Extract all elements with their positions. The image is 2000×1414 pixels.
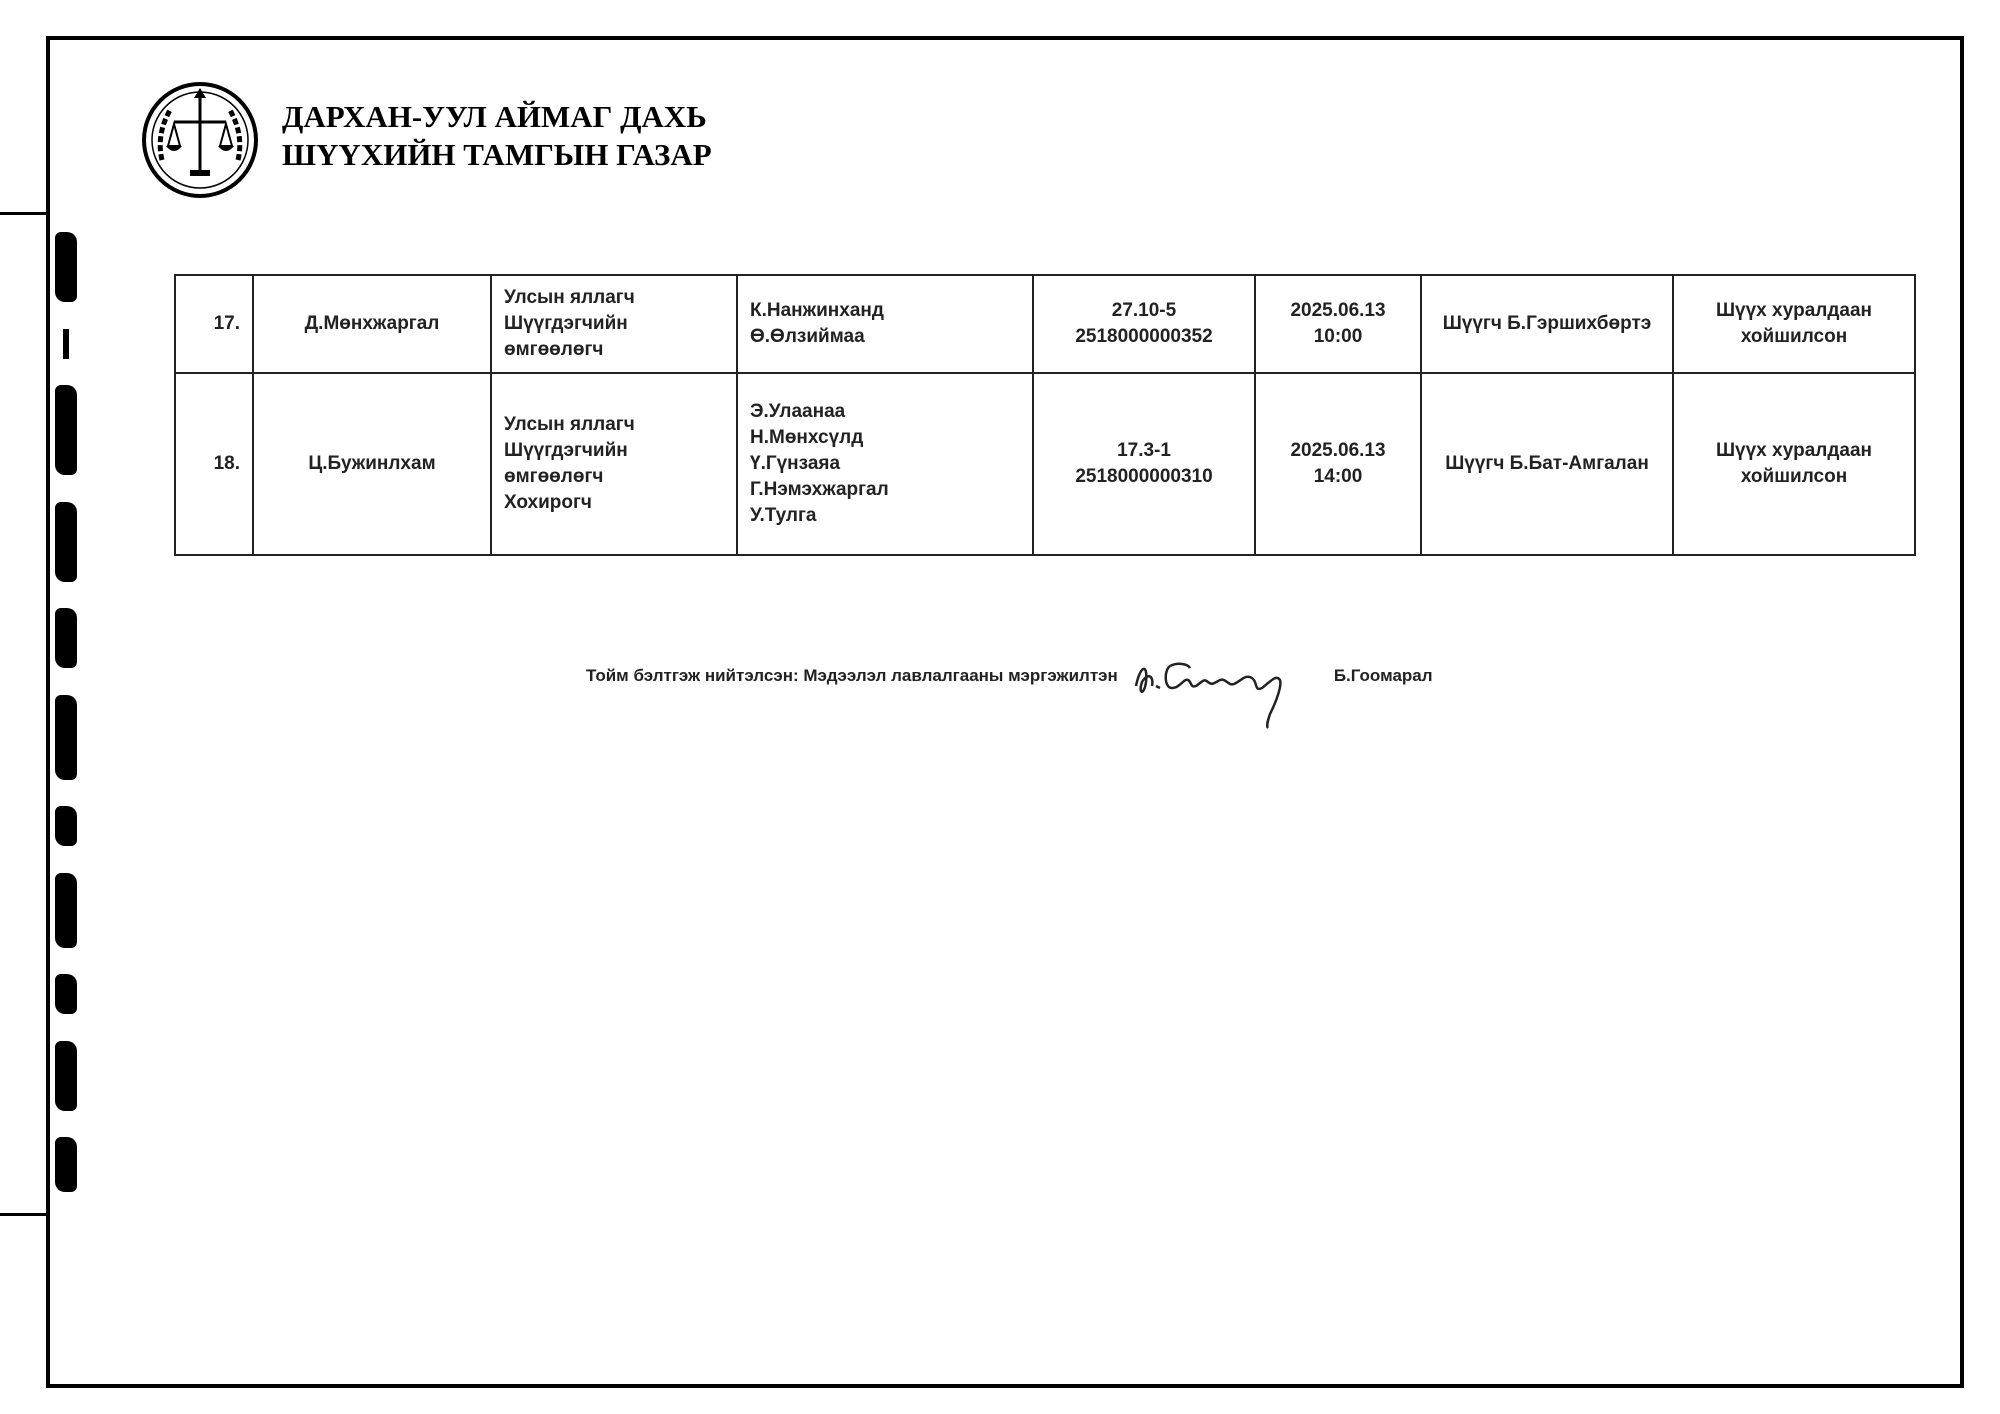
defendant-name: Ц.Бужинлхам: [253, 373, 491, 555]
case-no: 2518000000310: [1075, 466, 1213, 487]
article: 17.3-1: [1117, 440, 1171, 461]
status-line: хойшилсон: [1740, 326, 1848, 347]
defendant-name: Д.Мөнхжаргал: [253, 275, 491, 373]
article: 27.10-5: [1111, 300, 1177, 321]
role: Улсын яллагч: [504, 287, 635, 308]
participant: Г.Нэмэхжаргал: [750, 479, 889, 500]
hearing-time: 14:00: [1313, 466, 1363, 487]
role: Улсын яллагч: [504, 414, 635, 435]
participant: Ө.Өлзиймаа: [750, 326, 865, 347]
roles-cell: [491, 275, 737, 373]
judge: Шүүгч Б.Гэршихбөртэ: [1421, 275, 1673, 373]
court-emblem-icon: [140, 80, 260, 200]
case-number: 17.: [175, 275, 253, 373]
participant: У.Тулга: [750, 505, 817, 526]
status-cell: [1673, 373, 1915, 555]
signature-icon: [1130, 652, 1310, 732]
role: өмгөөлөгч: [504, 339, 604, 360]
status-cell: [1673, 275, 1915, 373]
org-title-line2: ШҮҮХИЙН ТАМГЫН ГАЗАР: [282, 137, 712, 172]
case-no: 2518000000352: [1075, 326, 1213, 347]
hearing-time: 10:00: [1313, 326, 1363, 347]
participant: К.Нанжинханд: [750, 300, 884, 321]
footer: [586, 666, 1433, 732]
signer-name: Б.Гоомарал: [1333, 666, 1433, 685]
role: өмгөөлөгч: [504, 466, 604, 487]
margin-line: [0, 212, 46, 1216]
org-title: [282, 98, 712, 174]
hearing-date: 2025.06.13: [1290, 300, 1386, 321]
case-code-cell: [1033, 373, 1255, 555]
participant: Э.Улаанаа: [750, 401, 846, 422]
vertical-mongolian-script: [46, 232, 86, 1192]
datetime-cell: [1255, 373, 1421, 555]
roles-cell: [491, 373, 737, 555]
role: Шүүгдэгчийн: [504, 313, 628, 334]
participants-cell: [737, 373, 1033, 555]
case-code-cell: [1033, 275, 1255, 373]
hearing-date: 2025.06.13: [1290, 440, 1386, 461]
table-row: [175, 373, 1915, 555]
org-title-line1: ДАРХАН-УУЛ АЙМАГ ДАХЬ: [282, 99, 707, 134]
status-line: Шүүх хуралдаан: [1715, 300, 1873, 321]
case-number: 18.: [175, 373, 253, 555]
role: Шүүгдэгчийн: [504, 440, 628, 461]
status-line: Шүүх хуралдаан: [1715, 440, 1873, 461]
role: Хохирогч: [504, 492, 592, 513]
participant: Ү.Гүнзаяа: [750, 453, 841, 474]
case-table: [174, 274, 1916, 556]
status-line: хойшилсон: [1740, 466, 1848, 487]
prepared-by: Тойм бэлтгэж нийтэлсэн: Мэдээлэл лавлалгааны мэргэжилтэн: [586, 666, 1118, 685]
judge: Шүүгч Б.Бат-Амгалан: [1421, 373, 1673, 555]
table-row: [175, 275, 1915, 373]
participant: Н.Мөнхсүлд: [750, 427, 864, 448]
datetime-cell: [1255, 275, 1421, 373]
participants-cell: [737, 275, 1033, 373]
